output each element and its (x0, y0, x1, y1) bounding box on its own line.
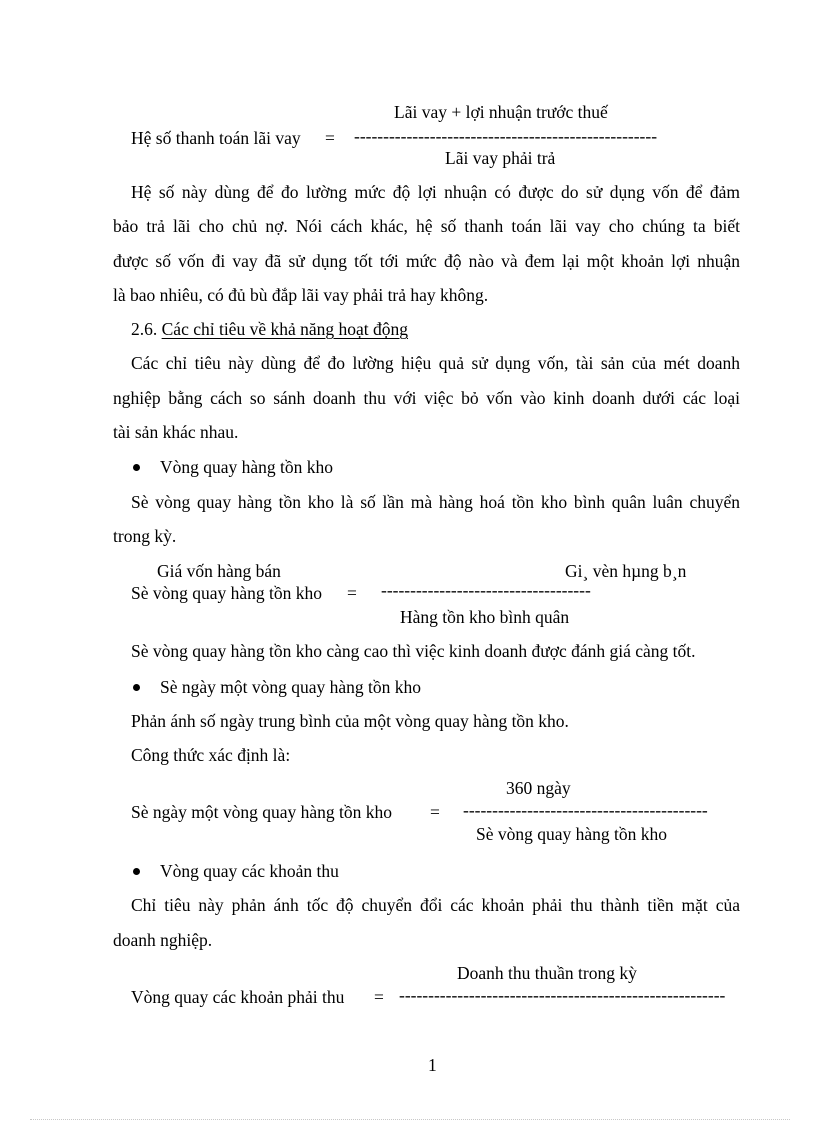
paragraph-2-line-2: nghiệp bằng cách so sánh doanh thu với việc bỏ vốn vào kinh doanh dưới các loại (113, 388, 740, 408)
bullet-3-icon (133, 868, 140, 875)
formula-1-denominator: Lãi vay phải trả (445, 148, 556, 168)
formula-4-numerator: Doanh thu thuần trong kỳ (457, 963, 637, 983)
paragraph-2-line-3: tài sản khác nhau. (113, 422, 239, 442)
bullet-2-text: Sè ngày một vòng quay hàng tồn kho (160, 677, 422, 697)
section-heading (131, 321, 408, 339)
paragraph-1-line-2: bảo trả lãi cho chủ nợ. Nói cách khác, hệ số thanh toán lãi vay cho chúng ta biết (113, 216, 740, 236)
paragraph-2-line-1: Các chỉ tiêu này dùng để đo lường hiệu quả sử dụng vốn, tài sản của mét doanh (131, 353, 740, 373)
formula-4-fraction-line: -------------------------------------------------------- (399, 985, 726, 1005)
formula-2-numerator-left: Giá vốn hàng bán (157, 561, 281, 581)
formula-3-numerator: 360 ngày (506, 778, 571, 798)
formula-3-denominator: Sè vòng quay hàng tồn kho (476, 824, 668, 844)
formula-3-label: Sè ngày một vòng quay hàng tồn kho (131, 802, 393, 822)
paragraph-3-line-2: trong kỳ. (113, 526, 177, 546)
formula-2-numerator-right: Gi¸ vèn hµng b¸n (565, 561, 687, 581)
bullet-3-text: Vòng quay các khoản thu (160, 861, 339, 881)
formula-2-fraction-line: ------------------------------------ (381, 580, 591, 600)
formula-1-equals: = (325, 128, 335, 148)
paragraph-7-line-1: Chỉ tiêu này phản ánh tốc độ chuyển đổi các khoản phải thu thành tiền mặt của (131, 895, 740, 915)
formula-3-equals: = (430, 802, 440, 822)
bullet-1-text: Vòng quay hàng tồn kho (160, 457, 334, 477)
paragraph-5: Phản ánh số ngày trung bình của một vòng quay hàng tồn kho. (131, 711, 569, 731)
paragraph-4: Sè vòng quay hàng tồn kho càng cao thì việc kinh doanh được đánh giá càng tốt. (131, 641, 696, 661)
formula-4-equals: = (374, 987, 384, 1007)
formula-1-fraction-line: ---------------------------------------------------- (354, 126, 658, 146)
formula-1-label: Hệ số thanh toán lãi vay (131, 128, 301, 148)
paragraph-6: Công thức xác định là: (131, 745, 291, 765)
formula-1-numerator: Lãi vay + lợi nhuận trước thuế (394, 102, 608, 122)
section-title: Các chỉ tiêu về khả năng hoạt động (161, 319, 409, 339)
paragraph-1-line-4: là bao nhiêu, có đủ bù đắp lãi vay phải trả hay không. (113, 285, 489, 305)
formula-2-denominator: Hàng tồn kho bình quân (400, 607, 570, 627)
page-number: 1 (428, 1055, 437, 1075)
paragraph-1-line-1: Hệ số này dùng để đo lường mức độ lợi nhuận có được do sử dụng vốn để đảm (131, 182, 740, 202)
page-boundary-divider (30, 1119, 790, 1120)
formula-4-label: Vòng quay các khoản phải thu (131, 987, 345, 1007)
paragraph-3-line-1: Sè vòng quay hàng tồn kho là số lần mà hàng hoá tồn kho bình quân luân chuyển (131, 492, 740, 512)
bullet-1-icon (133, 464, 140, 471)
formula-2-label: Sè vòng quay hàng tồn kho (131, 583, 323, 603)
paragraph-1-line-3: được số vốn đi vay đã sử dụng tốt tới mức độ nào và đem lại một khoản lợi nhuận (113, 251, 740, 271)
formula-3-fraction-line: ------------------------------------------ (463, 800, 708, 820)
paragraph-7-line-2: doanh nghiệp. (113, 930, 213, 950)
section-number: 2.6. (131, 319, 158, 339)
bullet-2-icon (133, 684, 140, 691)
formula-2-equals: = (347, 583, 357, 603)
